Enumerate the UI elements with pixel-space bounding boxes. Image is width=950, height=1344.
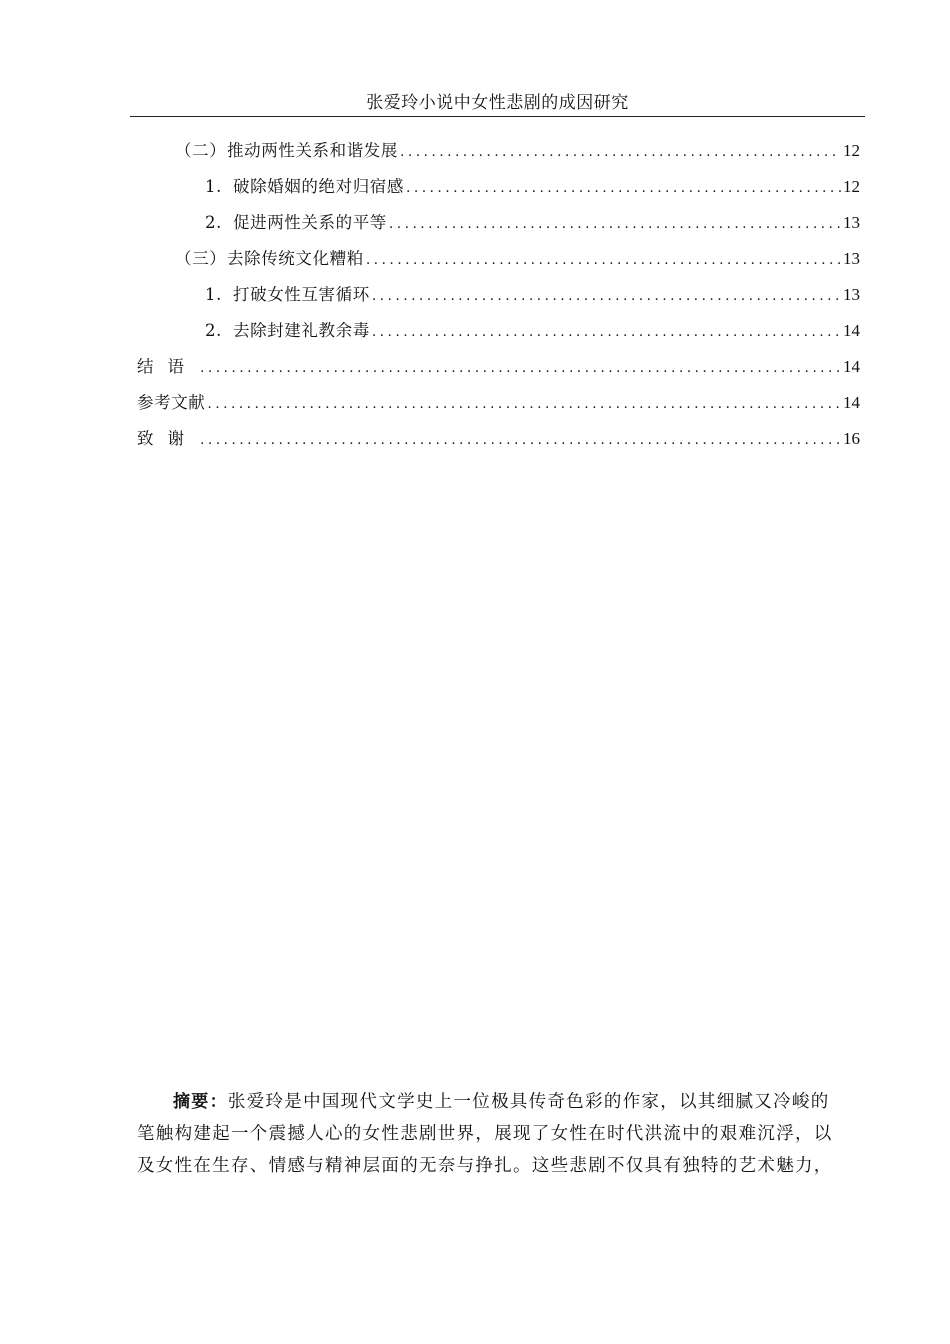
toc-entry-title: 去除封建礼教余毒 bbox=[233, 321, 370, 340]
toc-entry[interactable] bbox=[137, 283, 860, 319]
toc-entry-title: 推动两性关系和谐发展 bbox=[227, 141, 398, 160]
toc-entry[interactable] bbox=[137, 211, 860, 247]
toc-entry[interactable] bbox=[137, 391, 860, 427]
toc-leader-dots bbox=[400, 140, 841, 164]
toc-leader-dots bbox=[372, 320, 841, 344]
toc-entry-number: 1. bbox=[205, 177, 222, 196]
toc-entry-number: 1. bbox=[205, 285, 222, 304]
toc-entry[interactable] bbox=[137, 247, 860, 283]
abstract-line bbox=[137, 1086, 860, 1118]
toc-entry-page: 12 bbox=[843, 141, 860, 160]
table-of-contents bbox=[137, 139, 860, 463]
toc-leader-dots bbox=[366, 248, 841, 272]
toc-leader-dots bbox=[372, 284, 841, 308]
toc-entry[interactable] bbox=[137, 175, 860, 211]
abstract-text: 张爱玲是中国现代文学史上一位极具传奇色彩的作家，以其细腻又冷峻的 bbox=[227, 1092, 830, 1112]
toc-entry-page: 13 bbox=[843, 285, 860, 304]
toc-leader-dots bbox=[200, 356, 841, 380]
toc-entry-title: 破除婚姻的绝对归宿感 bbox=[233, 177, 404, 196]
toc-entry-page: 16 bbox=[843, 429, 860, 448]
toc-entry[interactable] bbox=[137, 427, 860, 463]
toc-entry-page: 14 bbox=[843, 357, 860, 376]
toc-entry[interactable] bbox=[137, 139, 860, 175]
toc-entry-number: 2. bbox=[205, 213, 222, 232]
toc-entry-title: 促进两性关系的平等 bbox=[233, 213, 387, 232]
toc-leader-dots bbox=[406, 176, 841, 200]
toc-leader-dots bbox=[207, 392, 841, 416]
toc-entry-title: 打破女性互害循环 bbox=[233, 285, 370, 304]
toc-leader-dots bbox=[389, 212, 841, 236]
abstract-line: 及女性在生存、情感与精神层面的无奈与挣扎。这些悲剧不仅具有独特的艺术魅力， bbox=[137, 1156, 833, 1176]
toc-entry-page: 14 bbox=[843, 321, 860, 340]
toc-leader-dots bbox=[200, 428, 841, 452]
toc-entry[interactable] bbox=[137, 319, 860, 355]
toc-entry-number: （三） bbox=[175, 249, 227, 268]
toc-entry-title: 去除传统文化糟粕 bbox=[227, 249, 364, 268]
toc-entry-page: 13 bbox=[843, 213, 860, 232]
toc-entry-page: 13 bbox=[843, 249, 860, 268]
toc-entry-title: 致谢 bbox=[137, 429, 198, 448]
page-header bbox=[130, 90, 865, 117]
abstract-label: 摘要： bbox=[173, 1092, 228, 1112]
toc-entry-title: 结语 bbox=[137, 357, 198, 376]
toc-entry-title: 参考文献 bbox=[137, 393, 206, 412]
abstract-section bbox=[137, 1086, 860, 1182]
header-title: 张爱玲小说中女性悲剧的成因研究 bbox=[366, 93, 629, 113]
toc-entry[interactable] bbox=[137, 355, 860, 391]
abstract-line: 笔触构建起一个震撼人心的女性悲剧世界，展现了女性在时代洪流中的艰难沉浮，以 bbox=[137, 1124, 833, 1144]
toc-entry-number: （二） bbox=[175, 141, 227, 160]
toc-entry-page: 14 bbox=[843, 393, 860, 412]
toc-entry-number: 2. bbox=[205, 321, 222, 340]
toc-entry-page: 12 bbox=[843, 177, 860, 196]
